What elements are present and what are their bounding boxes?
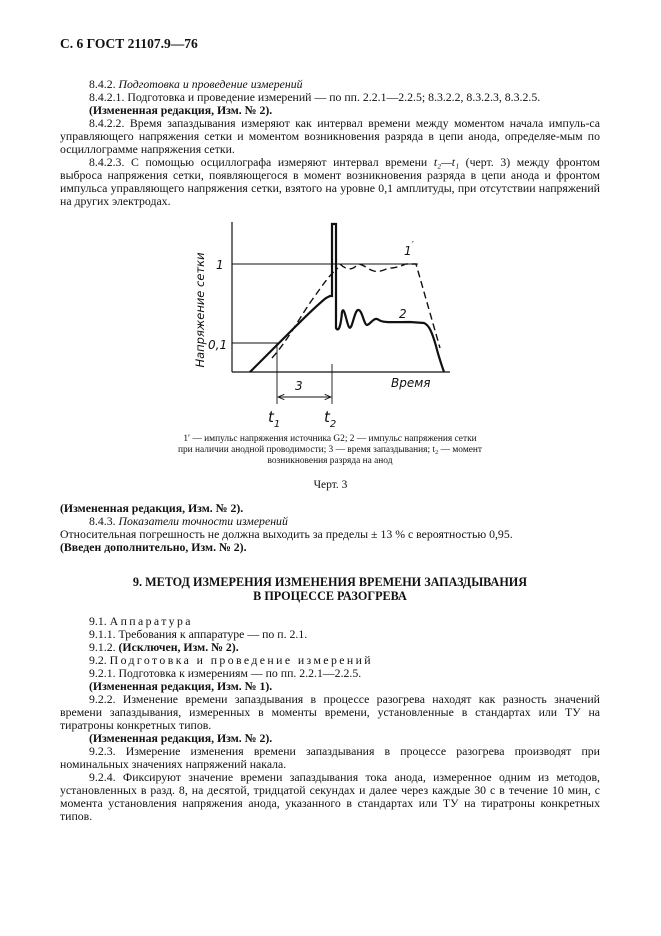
t1-sub: 1	[273, 419, 281, 430]
subsection-title: Показатели точности измерений	[118, 514, 288, 528]
x-axis-label: Время	[391, 376, 431, 390]
caption-line: при наличии анодной проводимости; 3 — время запаздывания; t₂ — момент	[177, 445, 483, 455]
mid-text-block	[60, 502, 600, 554]
section-number: 8.4.3.	[89, 514, 116, 528]
t1-main: t	[268, 408, 274, 426]
bottom-text-block	[60, 615, 600, 823]
curve-1-prime: ′	[411, 240, 414, 251]
paragraph-9-2-2: 9.2.2. Изменение времени запаздывания в процессе разогрева находят как разность значений времени запаздывания, измеренных в моменты времени, установленные в стандартах или ТУ на тиратроны конкретных типов.	[60, 692, 600, 732]
paragraph-9-2-4: 9.2.4. Фиксируют значение времени запаздывания тока анода, измеренное одним из методов, установленных в разд. 8, на десятой, тридцатой секундах и далее через каждые 30 с в течение 10 мин, с момента установления напряжения анода, указанного в стандартах или ТУ на тиратроны конкретных типов.	[60, 770, 600, 823]
figure-3-chart	[180, 212, 480, 439]
tick-label-one: 1	[216, 258, 224, 272]
t2-sub: 2	[329, 419, 337, 430]
t1-label	[268, 408, 280, 430]
section-number: 9.2.	[89, 653, 107, 667]
spaced-title: Подготовка и проведение измерений	[109, 653, 374, 667]
caption-line: возникновения разряда на анод	[267, 456, 393, 466]
accuracy-paragraph: Относительная погрешность не должна выходить за пределы ± 13 % с вероятностью 0,95.	[60, 527, 513, 541]
amendment-note: (Измененная редакция, Изм. № 2).	[89, 103, 273, 117]
amendment-note: (Измененная редакция, Изм. № 2).	[89, 731, 273, 745]
top-text-block	[60, 78, 600, 208]
curve-1-number: 1	[404, 244, 412, 258]
paragraph-8-4-2-3	[60, 156, 600, 208]
amendment-note: (Измененная редакция, Изм. № 2).	[60, 501, 244, 515]
caption-line: 1′ — импульс напряжения источника G2; 2 — импульс напряжения сетки	[183, 434, 477, 444]
page-header: С. 6 ГОСТ 21107.9—76	[60, 36, 198, 51]
amendment-note: (Введен дополнительно, Изм. № 2).	[60, 540, 247, 554]
t2-label	[324, 408, 336, 430]
interval-label: 3	[295, 379, 303, 393]
curve-1-label	[404, 240, 415, 258]
formula: t₂—t₁	[433, 155, 460, 169]
paragraph-9-2-3: 9.2.3. Измерение изменения времени запаздывания в процессе разогрева производят при номинальных значениях напряжений накала.	[60, 744, 600, 771]
spaced-title: Аппаратура	[109, 614, 193, 628]
section-number: 9.1.2.	[89, 640, 116, 654]
t2-main: t	[324, 408, 330, 426]
paragraph-text: 8.4.2.3. С помощью осциллографа измеряют интервал времени	[89, 155, 434, 169]
figure-caption	[150, 434, 510, 467]
paragraph-9-1-1: 9.1.1. Требования к аппаратуре — по п. 2.1.	[89, 627, 308, 641]
section-9-heading	[60, 575, 600, 603]
excluded-note: (Исключен, Изм. № 2).	[118, 640, 239, 654]
subsection-title: Подготовка и проведение измерений	[118, 77, 303, 91]
section-heading-line: В ПРОЦЕССЕ РАЗОГРЕВА	[253, 589, 407, 603]
series-curve-2	[250, 224, 444, 372]
paragraph-8-4-2-1: 8.4.2.1. Подготовка и проведение измерений — по пп. 2.2.1—2.2.5; 8.3.2.2, 8.3.2.3, 8.3.2.5.	[89, 90, 541, 104]
paragraph-8-4-2-2: 8.4.2.2. Время запаздывания измеряют как интервал времени между моментом начала импуль-са управляющего напряжения сетки и моментом возникновения разряда в цепи анода, определяе-мым по осциллограмме напряжения сетки.	[60, 116, 600, 156]
section-heading-line: 9. МЕТОД ИЗМЕРЕНИЯ ИЗМЕНЕНИЯ ВРЕМЕНИ ЗАПАЗДЫВАНИЯ	[132, 575, 528, 589]
oscillogram-svg	[180, 212, 480, 434]
section-number: 9.1.	[89, 614, 107, 628]
y-axis-label: Напряжение сетки	[193, 252, 207, 368]
paragraph-text: (черт. 3) между фронтом выброса напряжения сетки, появляющегося в момент возникновения разряда в цепи анода и фронтом импульса управляющего напряжения сетки, взятого на уровне 0,1 амплитуды, при отсутствии напряжений на других электродах.	[60, 155, 600, 208]
figure-label: Черт. 3	[313, 479, 348, 491]
tick-label-tenth: 0,1	[208, 338, 228, 352]
amendment-note: (Измененная редакция, Изм. № 1).	[89, 679, 273, 693]
section-number: 8.4.2.	[89, 77, 116, 91]
curve-2-label: 2	[399, 307, 407, 321]
paragraph-9-2-1: 9.2.1. Подготовка к измерениям — по пп. 2.2.1—2.2.5.	[89, 666, 362, 680]
